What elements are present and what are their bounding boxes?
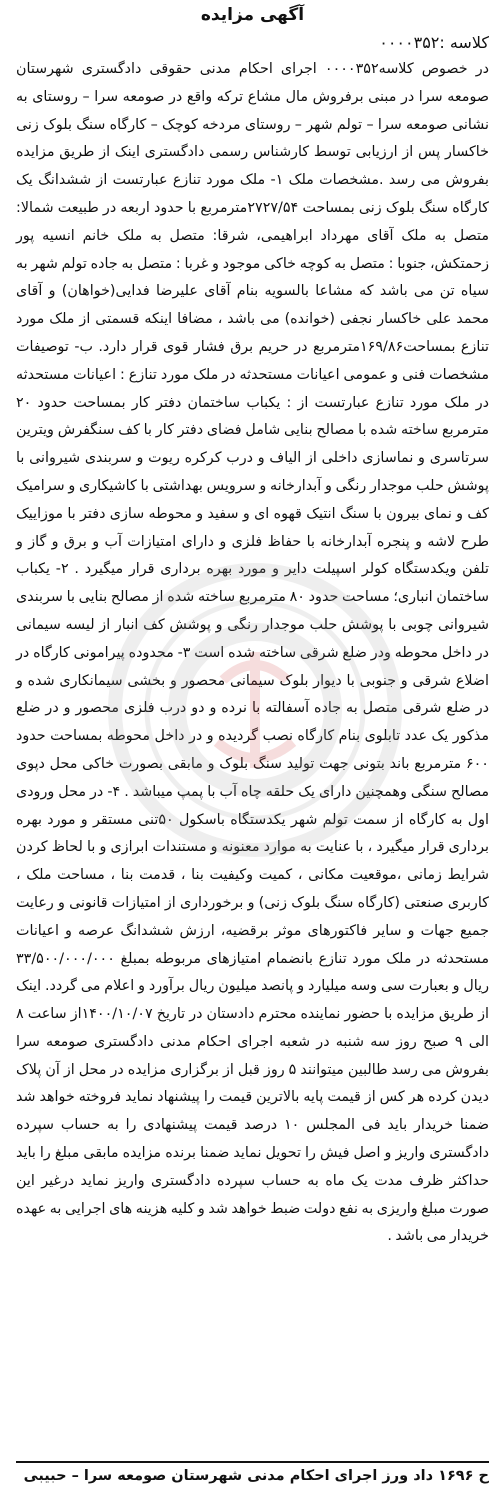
case-number: کلاسه :۰۰۰۰۳۵۲: [379, 33, 489, 52]
notice-body: در خصوص کلاسه۰۰۰۰۳۵۲ اجرای احکام مدنی حقوقی دادگستری شهرستان صومعه سرا در مبنی برفروش مال مشاع ترکه واقع در صومعه سرا – روستای به نشانی صومعه سرا – تولم شهر – روستای مردخه کوچک – کارگاه سنگ بلوک زنی خاکسار پس از ارزیابی توسط کارشناس رسمی دادگستری اینک از طریق مزایده بفروش می رسد .مشخصات ملک ۱- ملک مورد تنازع عبارتست از ششدانگ یک کارگاه سنگ بلوک زنی بمساحت ۲۷۲۷/۵۴مترمربع با حدود اربعه در طبیعت شمالا: متصل به ملک آقای مهرداد ابراهیمی، شرقا: متصل به ملک خانم انسیه پور زحمتکش، جنوبا : متصل به کوچه خاکی موجود و غربا : متصل به جاده تولم شهر به سیاه تن می باشد که مشاعا بالسویه بنام آقای علیرضا فدایی(خواهان) و آقای محمد علی خاکسار نجفی (خوانده) می باشد ، مضافا اینکه قسمتی از ملک مورد تنازع بمساحت۱۶۹/۸۶مترمربع در حریم برق فشار قوی قرار دارد. ب- توصیفات مشخصات فنی و عمومی اعیانات مستحدثه در ملک مورد تنازع : اعیانات مستحدثه در ملک مورد تنازع عبارتست از : یکباب ساختمان دفتر کار بمساحت حدود ۲۰ مترمربع ساخته شده با مصالح بنایی شامل فضای دفتر کار با کف سنگفرش ویترین سرتاسری و نماسازی داخلی از الیاف و درب کرکره ریوت و سربندی شیروانی با پوشش حلب موجدار رنگی و آبدارخانه و سرویس بهداشتی با کاشیکاری و سرامیک کف و نمای بیرون با سنگ انتیک قهوه ای و سفید و محوطه سازی دفتر با موزاییک طرح لاشه و پنجره آبدارخانه با حفاظ فلزی و دارای امتیازات آب و برق و گاز و تلفن ویکدستگاه کولر اسپیلت دایر و مورد بهره برداری قرار میگیرد . ۲- یکباب ساختمان انباری؛ مساحت حدود ۸۰ مترمربع ساخته شده از مصالح بنایی با سربندی شیروانی چوبی با پوشش حلب موجدار رنگی و پوشش کف انبار از لیسه سیمانی در داخل محوطه ودر ضلع شرقی ساخته شده است ۳- محدوده پیرامونی کارگاه در اضلاع شرقی و جنوبی با دیوار بلوک سیمانی محصور و بخشی سیمانکاری شده و در ضلع شرقی متصل به جاده آسفالته با نرده و دو درب فلزی محصور و در ضلع مذکور یک عدد تابلوی بنام کارگاه نصب گردیده و در داخل محوطه بمساحت حدود ۶۰۰ مترمربع باند بتونی جهت تولید سنگ بلوک و مابقی بصورت خاکی محل دپوی مصالح سنگی وهمچنین دارای یک حلقه چاه آب با پمپ میباشد . ۴- در محل ورودی اول به کارگاه از سمت تولم شهر یکدستگاه باسکول ۵۰تنی مستقر و مورد بهره برداری قرار میگیرد ، با عنایت به موارد معنونه و مستندات ابرازی و با لحاظ کردن شرایط زمانی ،موقعیت مکانی ، کمیت وکیفیت بنا ، قدمت بنا ، مساحت ملک ، کاربری صنعتی (کارگاه سنگ بلوک زنی) و برخورداری از امتیازات قانونی و رعایت جمیع جهات و سایر فاکتورهای موثر برقضیه، ارزش ششدانگ عرصه و اعیانات مستحدثه در ملک مورد تنازع بانضمام امتیازهای مربوطه بمبلغ ۳۳/۵۰۰/۰۰۰/۰۰۰ ریال و بعبارت سی وسه میلیارد و پانصد میلیون ریال برآورد و اعلام می گردد. اینک از طریق مزایده با حضور نماینده محترم دادستان در تاریخ ۱۴۰۰/۱۰/۰۷از ساعت ۸ الی ۹ صبح روز سه شنبه در شعبه اجرای احکام مدنی دادگستری صومعه سرا بفروش می رسد طالبین میتوانند ۵ روز قبل از برگزاری مزایده در محل از آن پلاک دیدن کرده هر کس از قیمت پایه بالاترین قیمت را پیشنهاد نماید فروخته خواهد شد ضمنا خریدار باید فی المجلس ۱۰ درصد قیمت پیشنهادی را به حساب سپرده دادگستری واریز و اصل فیش را تحویل نماید ضمنا برنده مزایده مابقی مبلغ را باید حداکثر ظرف مدت یک ماه به حساب سپرده دادگستری واریز نماید درغیر این صورت مبلغ واریزی به نفع دولت ضبط خواهد شد و کلیه هزینه های اجرایی به عهده خریدار می باشد .: [16, 61, 490, 1245]
notice-title: آگهی مزایده: [200, 5, 305, 25]
notice-footer: ح ۱۶۹۶ داد ورز اجرای احکام مدنی شهرستان صومعه سرا – حبیبی: [23, 1468, 489, 1484]
